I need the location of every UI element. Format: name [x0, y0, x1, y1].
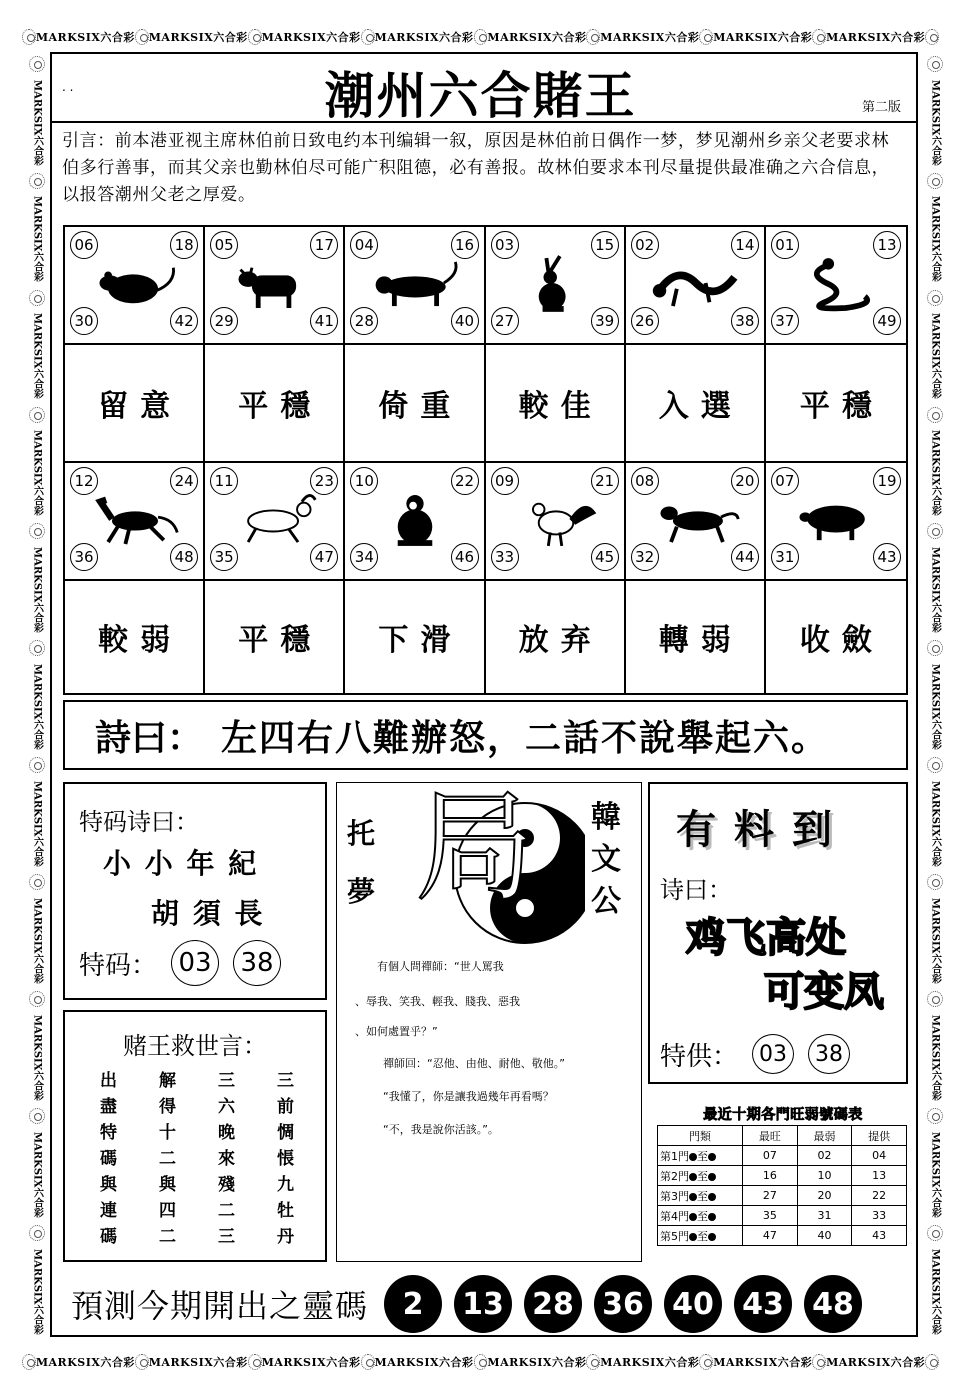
special-code-row — [79, 940, 281, 986]
pig-icon — [788, 489, 884, 551]
flower-icon — [699, 1354, 713, 1370]
flower-icon — [361, 1354, 375, 1370]
flower-icon — [586, 1354, 600, 1370]
dragon-icon — [648, 253, 744, 315]
zodiac-cell — [626, 463, 766, 581]
special-poem-heading: 特码诗曰： — [79, 808, 199, 836]
tiger-icon — [367, 253, 463, 315]
dot-icon — [689, 1213, 697, 1221]
king-saying-char: 牡 — [277, 1201, 294, 1221]
flower-icon — [29, 523, 45, 539]
king-saying-char: 九 — [277, 1175, 294, 1195]
king-saying-char: 碼 — [100, 1149, 117, 1169]
records-title: 最近十期各門旺弱號碼表 — [703, 1107, 863, 1123]
prediction-ball: 13 — [454, 1275, 512, 1333]
story-line: 有個人問禪師：“世人罵我 — [377, 960, 504, 973]
watermark-text: MARKSIX六合彩 — [374, 1356, 474, 1369]
watermark-text: MARKSIX六合彩 — [929, 664, 941, 750]
ju-glyph: 局 — [415, 779, 535, 918]
watermark-text: MARKSIX六合彩 — [929, 196, 941, 282]
flower-icon — [927, 290, 943, 306]
records-cold: 02 — [797, 1146, 852, 1166]
special-poem-line2: 胡 須 長 — [151, 897, 265, 930]
flower-icon — [29, 1108, 45, 1124]
watermark-text: MARKSIX六合彩 — [929, 430, 941, 516]
king-saying-char: 碼 — [100, 1227, 117, 1247]
zodiac-number: 19 — [873, 467, 901, 495]
flower-icon — [474, 29, 488, 45]
records-cold: 10 — [797, 1166, 852, 1186]
zodiac-number: 18 — [170, 231, 198, 259]
records-hot: 27 — [743, 1186, 798, 1206]
king-saying-char: 與 — [159, 1175, 176, 1195]
supply-ball: 38 — [808, 1034, 850, 1074]
zodiac-number: 07 — [771, 467, 799, 495]
flower-icon — [927, 407, 943, 423]
zodiac-number: 49 — [873, 307, 901, 335]
king-saying-char: 出 — [100, 1071, 117, 1091]
zodiac-number: 01 — [771, 231, 799, 259]
dog-icon — [648, 489, 744, 551]
story-line: 禪師回：“忍他、由他、耐他、敬他。” — [383, 1057, 565, 1070]
king-saying-char: 三 — [218, 1227, 235, 1247]
flower-icon — [135, 29, 149, 45]
records-door: 第1門 至 — [658, 1146, 743, 1166]
records-row — [658, 1186, 907, 1206]
records-row — [658, 1226, 907, 1246]
dot-icon — [708, 1233, 716, 1241]
records-offer: 13 — [852, 1166, 907, 1186]
top-watermark-strip — [22, 22, 939, 52]
king-sayings-grid — [79, 1068, 315, 1250]
special-code-ball: 03 — [171, 940, 219, 986]
flower-icon — [29, 1225, 45, 1241]
title-divider — [50, 121, 918, 123]
watermark-text: MARKSIX六合彩 — [713, 1356, 813, 1369]
watermark-text: MARKSIX六合彩 — [600, 31, 700, 44]
zodiac-number: 28 — [350, 307, 378, 335]
zodiac-number: 12 — [70, 467, 98, 495]
snake-icon — [788, 253, 884, 315]
zodiac-verdict: 收斂 — [799, 623, 884, 658]
zodiac-number: 43 — [873, 543, 901, 571]
flower-icon — [29, 991, 45, 1007]
flower-icon — [586, 29, 600, 45]
king-saying-char: 六 — [218, 1097, 235, 1117]
watermark-text: MARKSIX六合彩 — [929, 897, 941, 984]
king-saying-char: 二 — [218, 1201, 235, 1221]
zodiac-number: 46 — [451, 543, 479, 571]
prediction-ball: 40 — [664, 1275, 722, 1333]
flower-icon — [927, 640, 943, 656]
zodiac-cell — [65, 463, 205, 581]
zodiac-number: 04 — [350, 231, 378, 259]
flower-icon — [22, 1354, 36, 1370]
watermark-text: MARKSIX六合彩 — [600, 1356, 700, 1369]
records-header: 最弱 — [797, 1126, 852, 1146]
watermark-text: MARKSIX六合彩 — [261, 1356, 361, 1369]
watermark-text: MARKSIX六合彩 — [929, 1248, 941, 1335]
zodiac-verdict: 入選 — [626, 345, 766, 463]
zodiac-number: 16 — [451, 231, 479, 259]
dot-icon — [708, 1193, 716, 1201]
watermark-text: MARKSIX六合彩 — [929, 79, 941, 166]
flower-icon — [812, 29, 826, 45]
poem-label: 詩曰： — [95, 717, 204, 759]
zodiac-number: 33 — [491, 543, 519, 571]
story-line: “我懂了，你是讓我過幾年再看嗎？ — [383, 1090, 554, 1103]
zodiac-cell — [766, 227, 906, 345]
flower-icon — [29, 407, 45, 423]
dot-icon — [708, 1213, 716, 1221]
dot-icon — [689, 1173, 697, 1181]
flower-icon — [22, 29, 36, 45]
story-box — [336, 779, 642, 1262]
records-hot: 47 — [743, 1226, 798, 1246]
watermark-text: MARKSIX六合彩 — [148, 1356, 248, 1369]
zodiac-number: 10 — [350, 467, 378, 495]
watermark-text: MARKSIX六合彩 — [929, 780, 941, 867]
flower-icon — [927, 874, 943, 890]
zodiac-number: 42 — [170, 307, 198, 335]
records-door: 第4門 至 — [658, 1206, 743, 1226]
zodiac-cell — [205, 227, 345, 345]
zodiac-number: 45 — [591, 543, 619, 571]
special-code-ball: 38 — [233, 940, 281, 986]
flower-icon — [29, 874, 45, 890]
king-saying-char: 與 — [100, 1175, 117, 1195]
flower-icon — [361, 29, 375, 45]
zodiac-verdict: 平穩 — [205, 581, 345, 693]
zodiac-cell — [766, 463, 906, 581]
watermark-text: MARKSIX六合彩 — [929, 1014, 941, 1101]
watermark-text: MARKSIX六合彩 — [31, 1014, 43, 1101]
zodiac-number: 39 — [591, 307, 619, 335]
prediction-ball: 36 — [594, 1275, 652, 1333]
king-saying-char: 丹 — [277, 1227, 294, 1247]
story-line: 、如何處置乎？” — [355, 1025, 438, 1038]
king-saying-char: 惆 — [277, 1123, 294, 1143]
watermark-text: MARKSIX六合彩 — [31, 547, 43, 633]
zodiac-number: 15 — [591, 231, 619, 259]
records-offer: 43 — [852, 1226, 907, 1246]
rat-icon — [87, 253, 183, 315]
flower-icon — [925, 29, 939, 45]
records-offer: 22 — [852, 1186, 907, 1206]
prediction-bar — [63, 1272, 908, 1336]
watermark-text: MARKSIX六合彩 — [374, 31, 474, 44]
zodiac-cell — [626, 227, 766, 345]
records-header: 最旺 — [743, 1126, 798, 1146]
zodiac-number: 06 — [70, 231, 98, 259]
intro-text: 引言：前本港亚视主席林伯前日致电约本刊编辑一叙，原因是林伯前日偶作一梦，梦见潮州乡亲父老要求林伯多行善事，而其父亲也勤林伯尽可能广积阻德，必有善报。故林伯要求本刊尽量提供最准确之六合信息，以报答潮州父老之厚爱。 — [62, 131, 890, 205]
king-saying-char: 來 — [218, 1149, 235, 1169]
watermark-text: MARKSIX六合彩 — [487, 31, 587, 44]
records-hot: 07 — [743, 1146, 798, 1166]
flower-icon — [812, 1354, 826, 1370]
supply-label: 特供： — [660, 1041, 739, 1072]
flower-icon — [474, 1354, 488, 1370]
zodiac-number: 11 — [210, 467, 238, 495]
flower-icon — [29, 640, 45, 656]
poem-text: 左四右八難辦怒，二話不說舉起六。 — [221, 717, 830, 759]
records-row — [658, 1166, 907, 1186]
poem-banner — [63, 700, 908, 770]
watermark-text: MARKSIX六合彩 — [713, 31, 813, 44]
special-poem-box — [63, 782, 327, 1000]
watermark-text: MARKSIX六合彩 — [31, 1248, 43, 1335]
watermark-text: MARKSIX六合彩 — [261, 31, 361, 44]
special-poem-line1: 小 小 年 紀 — [103, 847, 259, 880]
edition-label: 第二版 — [861, 100, 901, 115]
zodiac-number: 24 — [170, 467, 198, 495]
zodiac-number: 44 — [731, 543, 759, 571]
watermark-text: MARKSIX六合彩 — [35, 1356, 135, 1369]
zodiac-number: 17 — [310, 231, 338, 259]
records-cold: 40 — [797, 1226, 852, 1246]
flower-icon — [699, 29, 713, 45]
zodiac-number: 13 — [873, 231, 901, 259]
prediction-ball: 28 — [524, 1275, 582, 1333]
zodiac-verdict: 較佳 — [486, 345, 626, 463]
king-saying-char: 十 — [159, 1123, 176, 1143]
bottom-watermark-strip — [22, 1347, 939, 1377]
flower-icon — [29, 757, 45, 773]
zodiac-number: 26 — [631, 307, 659, 335]
king-saying-char: 前 — [277, 1097, 294, 1117]
watermark-text: MARKSIX六合彩 — [487, 1356, 587, 1369]
zodiac-number: 05 — [210, 231, 238, 259]
dot-icon — [708, 1153, 716, 1161]
flower-icon — [135, 1354, 149, 1370]
king-saying-char: 三 — [218, 1071, 235, 1091]
king-saying-char: 盡 — [100, 1097, 117, 1117]
zodiac-verdict: 平穩 — [766, 345, 906, 463]
prediction-label: 預測今期開出之靈碼 — [71, 1287, 369, 1325]
records-row — [658, 1206, 907, 1226]
watermark-text: MARKSIX六合彩 — [35, 31, 135, 44]
watermark-text: MARKSIX六合彩 — [929, 1131, 941, 1218]
king-saying-char: 四 — [159, 1201, 176, 1221]
records-cold: 31 — [797, 1206, 852, 1226]
king-sayings-box — [63, 1010, 327, 1262]
watermark-text: MARKSIX六合彩 — [826, 31, 926, 44]
zodiac-cell — [345, 463, 485, 581]
ox-icon — [227, 253, 323, 315]
dot-icon — [689, 1233, 697, 1241]
watermark-text: MARKSIX六合彩 — [31, 79, 43, 166]
zodiac-number: 23 — [310, 467, 338, 495]
watermark-text: MARKSIX六合彩 — [929, 313, 941, 399]
flower-icon — [248, 1354, 262, 1370]
records-table — [657, 1125, 907, 1246]
watermark-text: MARKSIX六合彩 — [31, 664, 43, 750]
king-saying-char: 三 — [277, 1071, 294, 1091]
prediction-balls — [372, 1275, 862, 1333]
prediction-ball: 48 — [804, 1275, 862, 1333]
hot-tip-box — [648, 782, 908, 1084]
records-hot: 16 — [743, 1166, 798, 1186]
flower-icon — [927, 173, 943, 189]
flower-icon — [927, 523, 943, 539]
hot-tip-line1: 鸡飞高处 — [686, 915, 846, 961]
zodiac-number: 08 — [631, 467, 659, 495]
watermark-text: MARKSIX六合彩 — [31, 897, 43, 984]
watermark-text: MARKSIX六合彩 — [929, 547, 941, 633]
dot-icon — [689, 1153, 697, 1161]
zodiac-verdict: 倚重 — [345, 345, 485, 463]
records-door: 第5門 至 — [658, 1226, 743, 1246]
hot-tip-poem-label: 诗曰： — [660, 876, 732, 904]
flower-icon — [248, 29, 262, 45]
flower-icon — [29, 290, 45, 306]
right-watermark-strip — [922, 52, 948, 1338]
king-saying-char: 二 — [159, 1227, 176, 1247]
zodiac-cell — [205, 463, 345, 581]
monkey-icon — [367, 489, 463, 551]
king-saying-char: 晚 — [218, 1123, 235, 1143]
king-saying-char: 連 — [100, 1201, 117, 1221]
zodiac-verdict: 放弃 — [486, 581, 626, 693]
supply-ball: 03 — [752, 1034, 794, 1074]
records-offer: 04 — [852, 1146, 907, 1166]
dot-icon — [708, 1173, 716, 1181]
zodiac-verdict: 留意 — [65, 345, 205, 463]
zodiac-number: 34 — [350, 543, 378, 571]
zodiac-cell — [65, 227, 205, 345]
watermark-text: MARKSIX六合彩 — [31, 1131, 43, 1218]
zodiac-number: 47 — [310, 543, 338, 571]
flower-icon — [927, 1108, 943, 1124]
records-door: 第3門 至 — [658, 1186, 743, 1206]
hot-tip-title: 有 料 到 — [676, 807, 834, 853]
watermark-text: MARKSIX六合彩 — [31, 196, 43, 282]
records-header: 提供 — [852, 1126, 907, 1146]
han-wengong-title: 韓文公 — [591, 800, 621, 919]
rooster-icon — [508, 489, 604, 551]
records-hot: 35 — [743, 1206, 798, 1226]
zodiac-number: 22 — [451, 467, 479, 495]
watermark-text: MARKSIX六合彩 — [31, 780, 43, 867]
zodiac-verdict: 轉弱 — [626, 581, 766, 693]
special-code-label: 特码： — [79, 950, 158, 981]
zodiac-number: 21 — [591, 467, 619, 495]
watermark-text: MARKSIX六合彩 — [826, 1356, 926, 1369]
flower-icon — [29, 173, 45, 189]
zodiac-number: 09 — [491, 467, 519, 495]
records-door: 第2門 至 — [658, 1166, 743, 1186]
zodiac-cell — [345, 227, 485, 345]
zodiac-verdict: 平穩 — [205, 345, 345, 463]
zodiac-grid — [63, 225, 908, 695]
watermark-text: MARKSIX六合彩 — [31, 313, 43, 399]
horse-icon — [87, 489, 183, 551]
prediction-ball: 43 — [734, 1275, 792, 1333]
records-offer: 33 — [852, 1206, 907, 1226]
king-saying-char: 殘 — [218, 1175, 235, 1195]
rabbit-icon — [508, 253, 604, 315]
dot-icon — [689, 1193, 697, 1201]
king-saying-char: 二 — [159, 1149, 176, 1169]
zodiac-number: 29 — [210, 307, 238, 335]
records-row — [658, 1146, 907, 1166]
story-line: “不，我是說你活該。”。 — [383, 1123, 499, 1136]
flower-icon — [925, 1354, 939, 1370]
left-watermark-strip — [24, 52, 50, 1338]
king-saying-char: 得 — [159, 1097, 176, 1117]
zodiac-number: 03 — [491, 231, 519, 259]
zodiac-number: 48 — [170, 543, 198, 571]
watermark-text: MARKSIX六合彩 — [31, 430, 43, 516]
records-header-row — [658, 1126, 907, 1146]
zodiac-number: 35 — [210, 543, 238, 571]
records-cold: 20 — [797, 1186, 852, 1206]
flower-icon — [927, 1225, 943, 1241]
records-header: 門類 — [658, 1126, 743, 1146]
zodiac-number: 02 — [631, 231, 659, 259]
zodiac-number: 20 — [731, 467, 759, 495]
story-line: 、辱我、笑我、輕我、賤我、惡我 — [355, 995, 520, 1008]
zodiac-cell — [486, 227, 626, 345]
zodiac-number: 32 — [631, 543, 659, 571]
hot-tip-line2: 可变凤 — [764, 969, 884, 1015]
zodiac-number: 41 — [310, 307, 338, 335]
zodiac-number: 38 — [731, 307, 759, 335]
zodiac-number: 27 — [491, 307, 519, 335]
king-saying-char: 解 — [159, 1071, 176, 1091]
watermark-text: MARKSIX六合彩 — [148, 31, 248, 44]
zodiac-number: 40 — [451, 307, 479, 335]
dream-title: 托夢 — [346, 817, 375, 908]
prediction-ball: 2 — [384, 1275, 442, 1333]
page-title: 潮州六合賭王 — [324, 66, 637, 125]
supply-row — [660, 1034, 850, 1074]
zodiac-cell — [486, 463, 626, 581]
zodiac-verdict: 較弱 — [65, 581, 205, 693]
zodiac-number: 31 — [771, 543, 799, 571]
flower-icon — [927, 991, 943, 1007]
zodiac-number: 36 — [70, 543, 98, 571]
corner-dots: . . — [62, 80, 74, 94]
goat-icon — [227, 489, 323, 551]
zodiac-verdict: 下滑 — [345, 581, 485, 693]
flower-icon — [927, 757, 943, 773]
king-saying-char: 悵 — [277, 1149, 294, 1169]
zodiac-number: 30 — [70, 307, 98, 335]
king-sayings-heading: 赌王救世言： — [123, 1032, 267, 1060]
zodiac-number: 37 — [771, 307, 799, 335]
king-saying-char: 特 — [100, 1123, 117, 1143]
zodiac-number: 14 — [731, 231, 759, 259]
